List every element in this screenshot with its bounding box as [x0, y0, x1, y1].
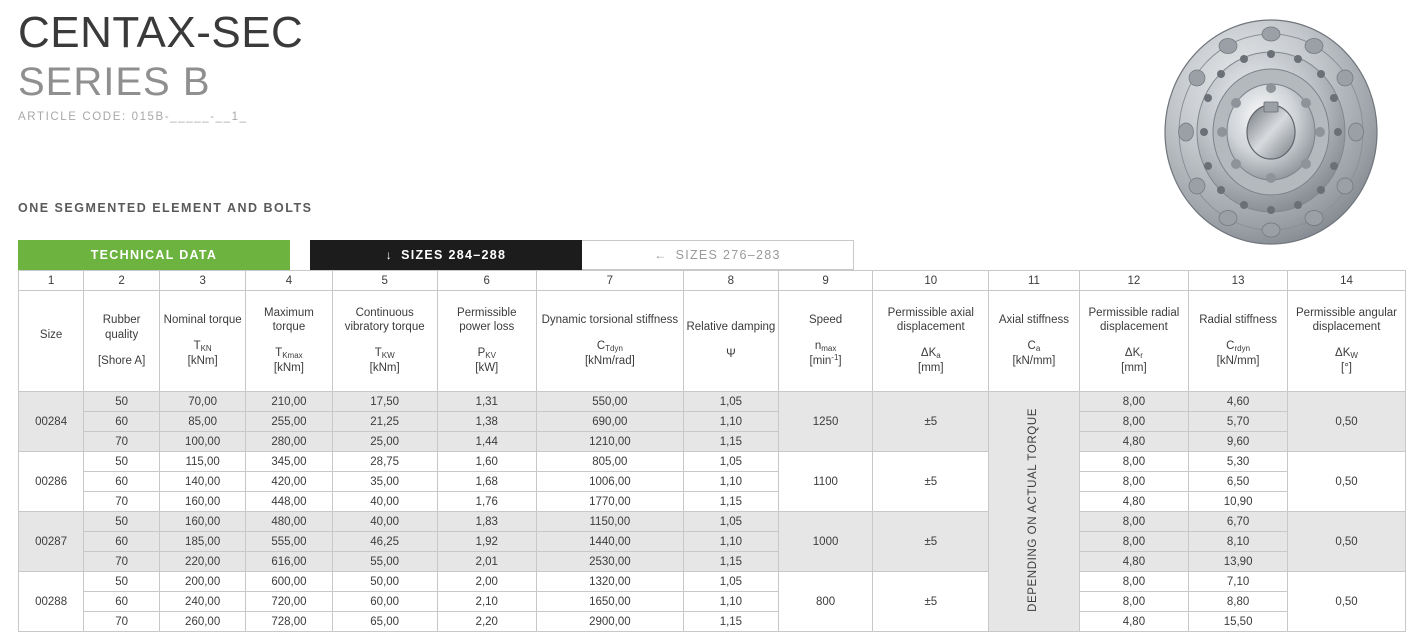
cell-nominal-torque: 70,00	[160, 392, 246, 412]
section-heading: ONE SEGMENTED ELEMENT AND BOLTS	[18, 201, 313, 215]
cell-nominal-torque: 240,00	[160, 592, 246, 612]
cell-power-loss: 1,38	[437, 412, 536, 432]
cell-maximum-torque: 280,00	[246, 432, 332, 452]
cell-radial-displacement: 8,00	[1079, 512, 1188, 532]
header-nominal-torque: Nominal torque $T_{KN}$ [kNm]	[160, 291, 246, 392]
header-permissible-axial-displacement: Permissible axial displacement $\Delta K_a$ [mm]	[873, 291, 989, 392]
tab-sizes-276-283[interactable]	[582, 240, 854, 270]
cell-relative-damping: 1,15	[684, 432, 779, 452]
cell-radial-displacement: 4,80	[1079, 492, 1188, 512]
cell-maximum-torque: 480,00	[246, 512, 332, 532]
table-row	[19, 392, 1406, 412]
cell-axial-displacement: ±5	[873, 572, 989, 632]
cell-relative-damping: 1,05	[684, 392, 779, 412]
cell-power-loss: 1,76	[437, 492, 536, 512]
cell-speed: 1000	[778, 512, 873, 572]
cell-vibratory-torque: 21,25	[332, 412, 437, 432]
column-number: 6	[437, 271, 536, 291]
header-permissible-power-loss: Permissible power loss $P_{KV}$ [kW]	[437, 291, 536, 392]
cell-power-loss: 1,83	[437, 512, 536, 532]
cell-rubber-quality: 50	[84, 452, 160, 472]
column-number: 13	[1189, 271, 1288, 291]
cell-radial-stiffness: 9,60	[1189, 432, 1288, 452]
cell-radial-displacement: 8,00	[1079, 592, 1188, 612]
cell-relative-damping: 1,05	[684, 572, 779, 592]
tab-technical-data[interactable]	[18, 240, 290, 270]
cell-relative-damping: 1,15	[684, 492, 779, 512]
cell-rubber-quality: 70	[84, 492, 160, 512]
cell-radial-stiffness: 10,90	[1189, 492, 1288, 512]
cell-power-loss: 1,31	[437, 392, 536, 412]
table-row	[19, 552, 1406, 572]
cell-relative-damping: 1,10	[684, 412, 779, 432]
cell-rubber-quality: 60	[84, 532, 160, 552]
cell-relative-damping: 1,15	[684, 552, 779, 572]
arrow-left-icon: ←	[654, 248, 668, 262]
header-size: Size	[19, 291, 84, 392]
cell-power-loss: 2,20	[437, 612, 536, 632]
cell-maximum-torque: 345,00	[246, 452, 332, 472]
cell-maximum-torque: 420,00	[246, 472, 332, 492]
cell-vibratory-torque: 40,00	[332, 512, 437, 532]
cell-angular-displacement: 0,50	[1288, 392, 1406, 452]
cell-maximum-torque: 555,00	[246, 532, 332, 552]
table-header-row	[19, 291, 1406, 392]
tab-bar[interactable]	[18, 240, 854, 270]
cell-power-loss: 2,10	[437, 592, 536, 612]
cell-radial-displacement: 8,00	[1079, 472, 1188, 492]
cell-nominal-torque: 100,00	[160, 432, 246, 452]
table-row	[19, 452, 1406, 472]
cell-rubber-quality: 50	[84, 512, 160, 532]
cell-vibratory-torque: 55,00	[332, 552, 437, 572]
cell-angular-displacement: 0,50	[1288, 512, 1406, 572]
product-image-coupling	[1146, 6, 1396, 256]
cell-rubber-quality: 60	[84, 472, 160, 492]
cell-axial-stiffness-note: DEPENDING ON ACTUAL TORQUE	[989, 392, 1080, 632]
header-permissible-radial-displacement: Permissible radial displacement $\Delta K_r$ [mm]	[1079, 291, 1188, 392]
cell-radial-stiffness: 15,50	[1189, 612, 1288, 632]
cell-power-loss: 1,44	[437, 432, 536, 452]
cell-relative-damping: 1,10	[684, 592, 779, 612]
cell-rubber-quality: 70	[84, 432, 160, 452]
column-number: 4	[246, 271, 332, 291]
cell-relative-damping: 1,10	[684, 472, 779, 492]
cell-maximum-torque: 616,00	[246, 552, 332, 572]
cell-vibratory-torque: 46,25	[332, 532, 437, 552]
cell-power-loss: 1,92	[437, 532, 536, 552]
column-number: 3	[160, 271, 246, 291]
cell-vibratory-torque: 65,00	[332, 612, 437, 632]
cell-vibratory-torque: 35,00	[332, 472, 437, 492]
cell-nominal-torque: 160,00	[160, 512, 246, 532]
cell-radial-displacement: 4,80	[1079, 432, 1188, 452]
cell-vibratory-torque: 40,00	[332, 492, 437, 512]
table-row	[19, 532, 1406, 552]
cell-axial-displacement: ±5	[873, 452, 989, 512]
cell-speed: 1250	[778, 392, 873, 452]
cell-torsional-stiffness: 805,00	[536, 452, 683, 472]
cell-speed: 1100	[778, 452, 873, 512]
cell-rubber-quality: 60	[84, 412, 160, 432]
tab-technical-data-label: TECHNICAL DATA	[90, 248, 218, 262]
cell-vibratory-torque: 60,00	[332, 592, 437, 612]
cell-maximum-torque: 210,00	[246, 392, 332, 412]
table-row	[19, 492, 1406, 512]
column-number: 7	[536, 271, 683, 291]
cell-radial-displacement: 8,00	[1079, 392, 1188, 412]
cell-maximum-torque: 728,00	[246, 612, 332, 632]
cell-rubber-quality: 50	[84, 392, 160, 412]
cell-radial-stiffness: 6,50	[1189, 472, 1288, 492]
cell-size: 00287	[19, 512, 84, 572]
table-row	[19, 592, 1406, 612]
table-row	[19, 512, 1406, 532]
cell-torsional-stiffness: 550,00	[536, 392, 683, 412]
header-continuous-vibratory-torque: Continuous vibratory torque $T_{KW}$ [kNm]	[332, 291, 437, 392]
cell-radial-stiffness: 5,30	[1189, 452, 1288, 472]
cell-radial-stiffness: 4,60	[1189, 392, 1288, 412]
cell-radial-stiffness: 6,70	[1189, 512, 1288, 532]
page-subtitle: SERIES B	[18, 60, 211, 105]
cell-maximum-torque: 600,00	[246, 572, 332, 592]
arrow-down-icon: ↓	[385, 248, 394, 262]
article-code: ARTICLE CODE: 015B-_____-__1_	[18, 111, 248, 124]
cell-rubber-quality: 50	[84, 572, 160, 592]
cell-nominal-torque: 260,00	[160, 612, 246, 632]
cell-axial-displacement: ±5	[873, 392, 989, 452]
header-rubber-quality: Rubber quality [Shore A]	[84, 291, 160, 392]
header-dynamic-torsional-stiffness: Dynamic torsional stiffness $C_{Tdyn}$ [kNm/rad]	[536, 291, 683, 392]
cell-torsional-stiffness: 1006,00	[536, 472, 683, 492]
cell-torsional-stiffness: 1210,00	[536, 432, 683, 452]
cell-nominal-torque: 160,00	[160, 492, 246, 512]
header-axial-stiffness: Axial stiffness $C_a$ [kN/mm]	[989, 291, 1080, 392]
cell-rubber-quality: 70	[84, 612, 160, 632]
cell-vibratory-torque: 50,00	[332, 572, 437, 592]
technical-data-table	[18, 270, 1406, 632]
page-title: CENTAX-SEC	[18, 8, 304, 57]
column-number: 12	[1079, 271, 1188, 291]
cell-relative-damping: 1,05	[684, 512, 779, 532]
cell-relative-damping: 1,10	[684, 532, 779, 552]
cell-radial-stiffness: 7,10	[1189, 572, 1288, 592]
header-relative-damping: Relative damping Ψ	[684, 291, 779, 392]
cell-torsional-stiffness: 1650,00	[536, 592, 683, 612]
cell-torsional-stiffness: 1320,00	[536, 572, 683, 592]
cell-power-loss: 1,60	[437, 452, 536, 472]
cell-size: 00288	[19, 572, 84, 632]
cell-power-loss: 2,00	[437, 572, 536, 592]
cell-radial-stiffness: 5,70	[1189, 412, 1288, 432]
cell-radial-stiffness: 8,80	[1189, 592, 1288, 612]
cell-radial-stiffness: 8,10	[1189, 532, 1288, 552]
cell-maximum-torque: 720,00	[246, 592, 332, 612]
table-row	[19, 432, 1406, 452]
tab-sizes-284-288[interactable]	[310, 240, 582, 270]
cell-radial-displacement: 8,00	[1079, 532, 1188, 552]
coupling-illustration	[1146, 6, 1396, 256]
table-row	[19, 572, 1406, 592]
cell-nominal-torque: 140,00	[160, 472, 246, 492]
cell-radial-displacement: 4,80	[1079, 612, 1188, 632]
cell-vibratory-torque: 25,00	[332, 432, 437, 452]
cell-maximum-torque: 255,00	[246, 412, 332, 432]
cell-torsional-stiffness: 690,00	[536, 412, 683, 432]
cell-radial-displacement: 8,00	[1079, 572, 1188, 592]
cell-radial-displacement: 8,00	[1079, 412, 1188, 432]
column-number-row	[19, 271, 1406, 291]
cell-power-loss: 2,01	[437, 552, 536, 572]
cell-axial-displacement: ±5	[873, 512, 989, 572]
cell-nominal-torque: 85,00	[160, 412, 246, 432]
title-block	[18, 10, 303, 123]
cell-rubber-quality: 60	[84, 592, 160, 612]
tab-sizes-276-283-label: SIZES 276–283	[675, 248, 781, 262]
cell-radial-stiffness: 13,90	[1189, 552, 1288, 572]
cell-relative-damping: 1,05	[684, 452, 779, 472]
column-number: 8	[684, 271, 779, 291]
cell-torsional-stiffness: 1440,00	[536, 532, 683, 552]
cell-nominal-torque: 185,00	[160, 532, 246, 552]
cell-torsional-stiffness: 1150,00	[536, 512, 683, 532]
header-permissible-angular-displacement: Permissible angular displacement $\Delta K_W$ [°]	[1288, 291, 1406, 392]
cell-power-loss: 1,68	[437, 472, 536, 492]
column-number: 11	[989, 271, 1080, 291]
column-number: 5	[332, 271, 437, 291]
cell-vibratory-torque: 28,75	[332, 452, 437, 472]
table-row	[19, 412, 1406, 432]
cell-angular-displacement: 0,50	[1288, 452, 1406, 512]
column-number: 14	[1288, 271, 1406, 291]
tab-sizes-284-288-label: SIZES 284–288	[401, 248, 507, 262]
header-maximum-torque: Maximum torque $T_{Kmax}$ [kNm]	[246, 291, 332, 392]
cell-nominal-torque: 115,00	[160, 452, 246, 472]
cell-nominal-torque: 220,00	[160, 552, 246, 572]
cell-torsional-stiffness: 2900,00	[536, 612, 683, 632]
cell-torsional-stiffness: 2530,00	[536, 552, 683, 572]
cell-vibratory-torque: 17,50	[332, 392, 437, 412]
cell-radial-displacement: 8,00	[1079, 452, 1188, 472]
cell-relative-damping: 1,15	[684, 612, 779, 632]
table-row	[19, 612, 1406, 632]
table-row	[19, 472, 1406, 492]
column-number: 10	[873, 271, 989, 291]
header-speed: Speed $n_{max}$ $[\min^{-1}]$	[778, 291, 873, 392]
cell-nominal-torque: 200,00	[160, 572, 246, 592]
column-number: 2	[84, 271, 160, 291]
cell-maximum-torque: 448,00	[246, 492, 332, 512]
column-number: 9	[778, 271, 873, 291]
cell-torsional-stiffness: 1770,00	[536, 492, 683, 512]
cell-speed: 800	[778, 572, 873, 632]
cell-radial-displacement: 4,80	[1079, 552, 1188, 572]
cell-rubber-quality: 70	[84, 552, 160, 572]
cell-size: 00284	[19, 392, 84, 452]
column-number: 1	[19, 271, 84, 291]
cell-angular-displacement: 0,50	[1288, 572, 1406, 632]
cell-size: 00286	[19, 452, 84, 512]
header-radial-stiffness: Radial stiffness $C_{rdyn}$ [kN/mm]	[1189, 291, 1288, 392]
